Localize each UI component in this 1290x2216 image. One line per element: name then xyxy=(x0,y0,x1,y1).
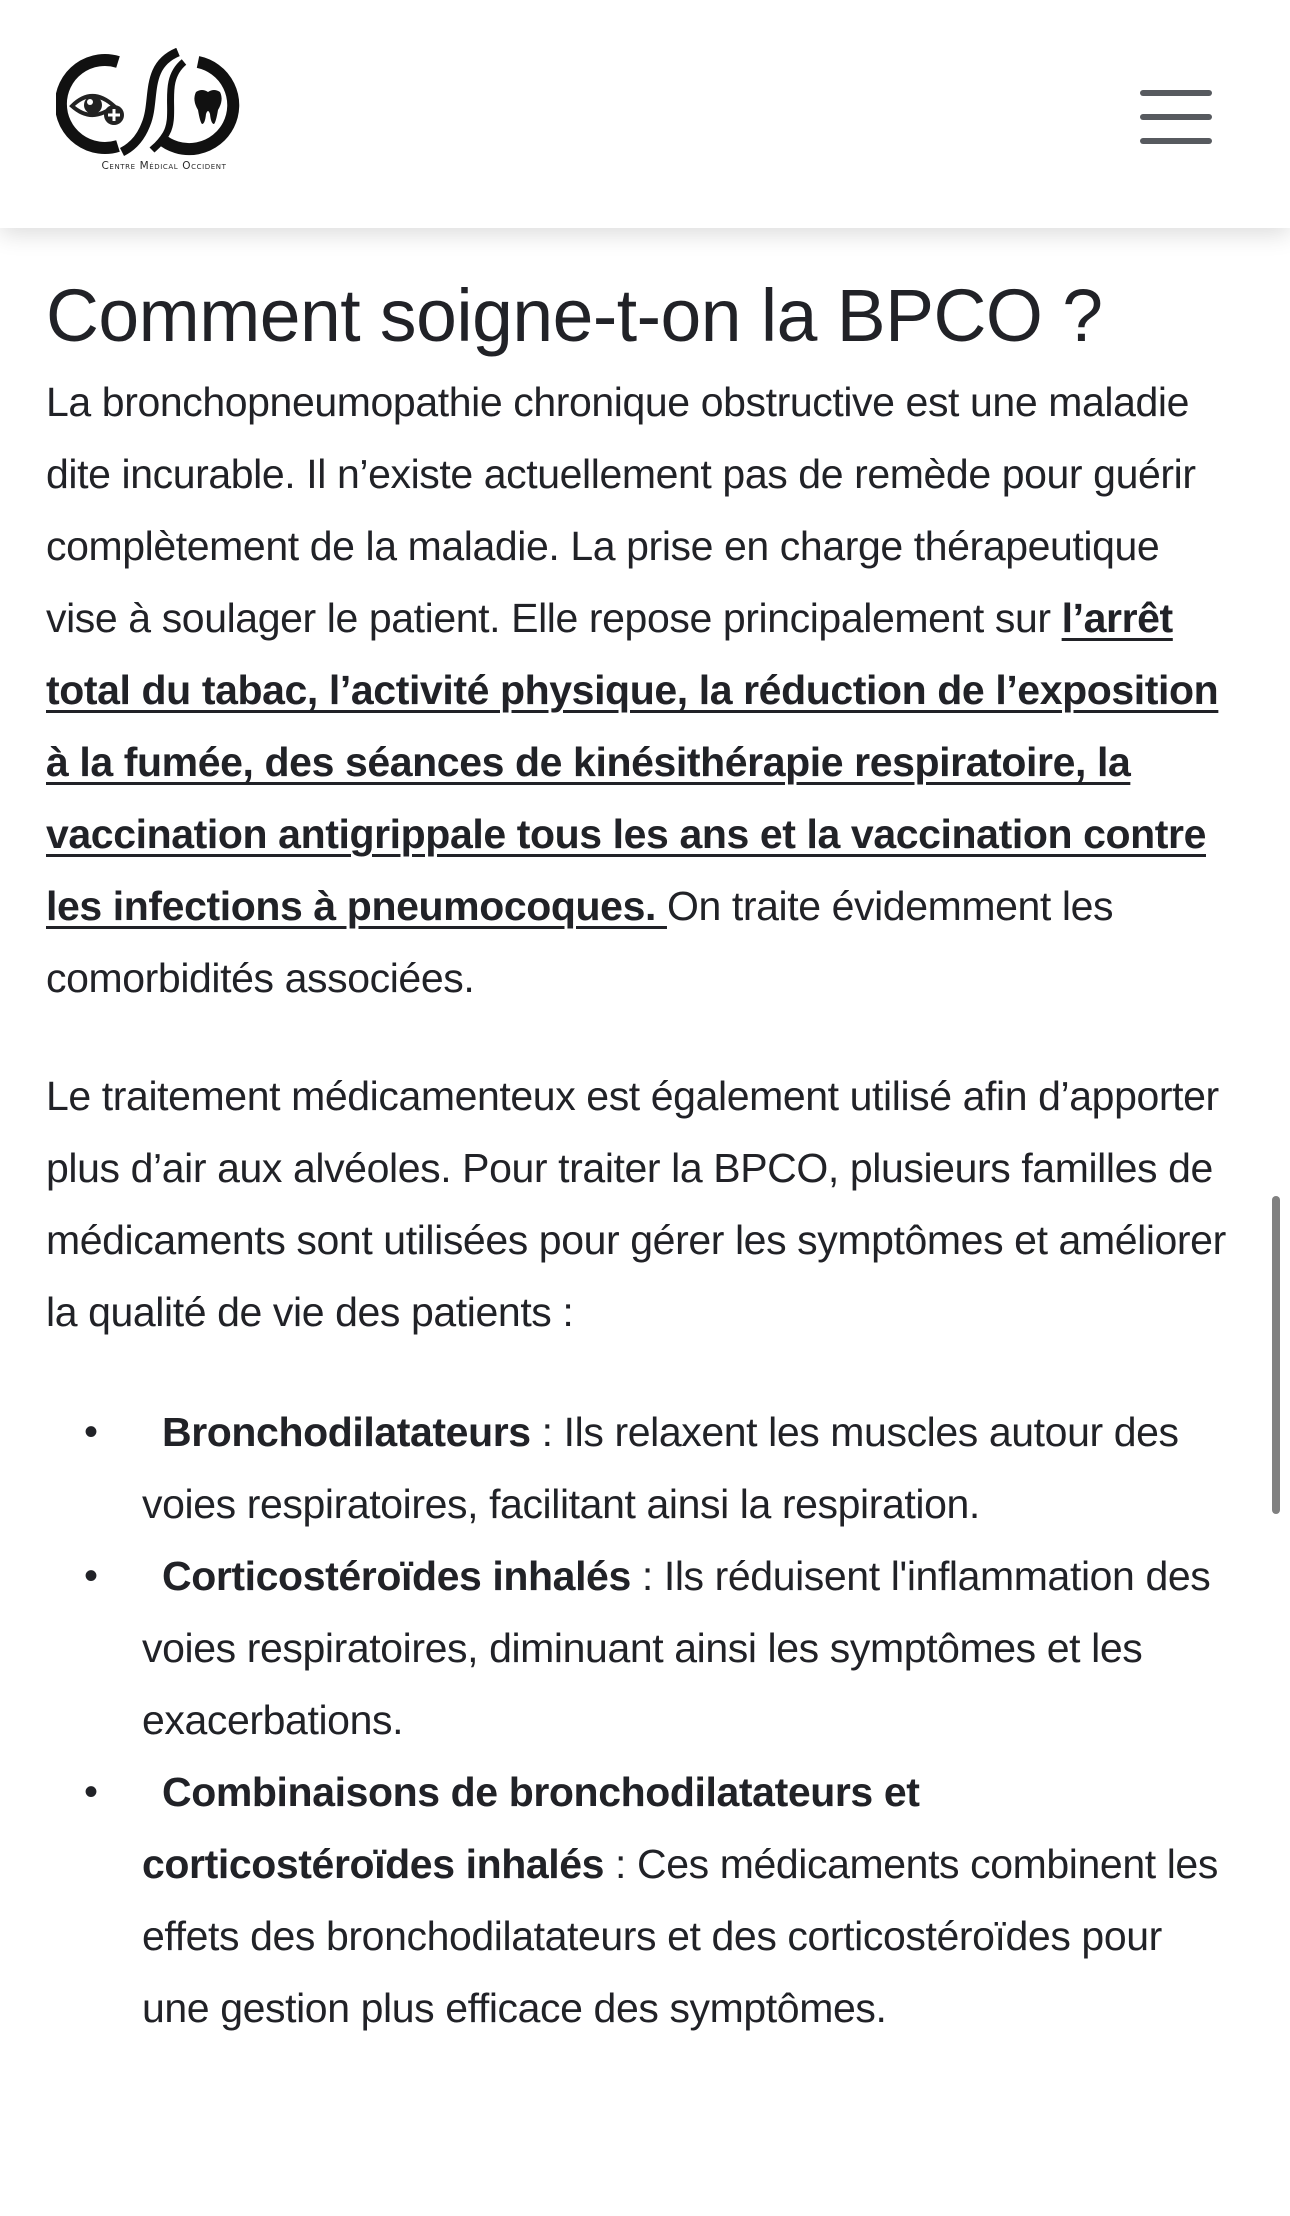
logo-caption: Centre Médical Occident xyxy=(101,160,227,172)
article-content xyxy=(46,262,1236,2044)
logo-mark xyxy=(56,48,268,160)
page-scrollbar-thumb[interactable] xyxy=(1272,1196,1280,1514)
bullet-icon: • xyxy=(84,1770,98,1814)
hamburger-menu-icon-line xyxy=(1140,114,1212,120)
medication-description: : Ces médicaments combinent les effets des bronchodilatateurs et des corticostéroïdes pour une gestion plus efficace des symptômes. xyxy=(142,1841,1218,2031)
list-item xyxy=(84,1540,1236,1756)
paragraph-medication-intro: Le traitement médicamenteux est également utilisé afin d’apporter plus d’air aux alvéoles. Pour traiter la BPCO, plusieurs familles de médicaments sont utilisées pour gérer les symptômes et améliorer la qualité de vie des patients : xyxy=(46,1073,1226,1335)
bullet-icon: • xyxy=(84,1554,98,1598)
medication-description: : Ils relaxent les muscles autour des voies respiratoires, facilitant ainsi la respiration. xyxy=(142,1409,1179,1527)
bullet-icon: • xyxy=(84,1410,98,1454)
medication-list xyxy=(46,1396,1236,2044)
site-logo[interactable] xyxy=(56,48,268,180)
hamburger-menu-icon xyxy=(1140,90,1212,96)
article-title: Comment soigne-t-on la BPCO ? xyxy=(46,274,1103,357)
hamburger-menu-icon-line xyxy=(1140,138,1212,144)
paragraph-text: On traite évidemment les comorbidités associées. xyxy=(46,883,1114,1001)
medication-term: Bronchodilatateurs xyxy=(162,1409,531,1455)
list-item xyxy=(84,1396,1236,1540)
site-header xyxy=(0,0,1290,228)
eye-plus-icon xyxy=(72,96,124,125)
list-item xyxy=(84,1756,1236,2044)
hamburger-menu-button[interactable] xyxy=(1130,80,1218,150)
treatment-measures-link[interactable]: l’arrêt total du tabac, l’activité physique, la réduction de l’exposition à la fumée, des séances de kinésithérapie respiratoire, la vaccination antigrippale tous les ans et la vaccination contre les infections à pneumocoques. xyxy=(46,595,1219,929)
paragraph-text: La bronchopneumopathie chronique obstructive est une maladie dite incurable. Il n’existe actuellement pas de remède pour guérir complètement de la maladie. La prise en charge thérapeutique vise à soulager le patient. Elle repose principalement sur xyxy=(46,379,1196,641)
paragraph-treatment-overview xyxy=(46,366,1236,1014)
tooth-icon xyxy=(194,90,221,124)
medication-term: Combinaisons de bronchodilatateurs et corticostéroïdes inhalés xyxy=(142,1769,920,1887)
medication-description: : Ils réduisent l'inflammation des voies respiratoires, diminuant ainsi les symptômes et les exacerbations. xyxy=(142,1553,1211,1743)
medication-term: Corticostéroïdes inhalés xyxy=(162,1553,631,1599)
